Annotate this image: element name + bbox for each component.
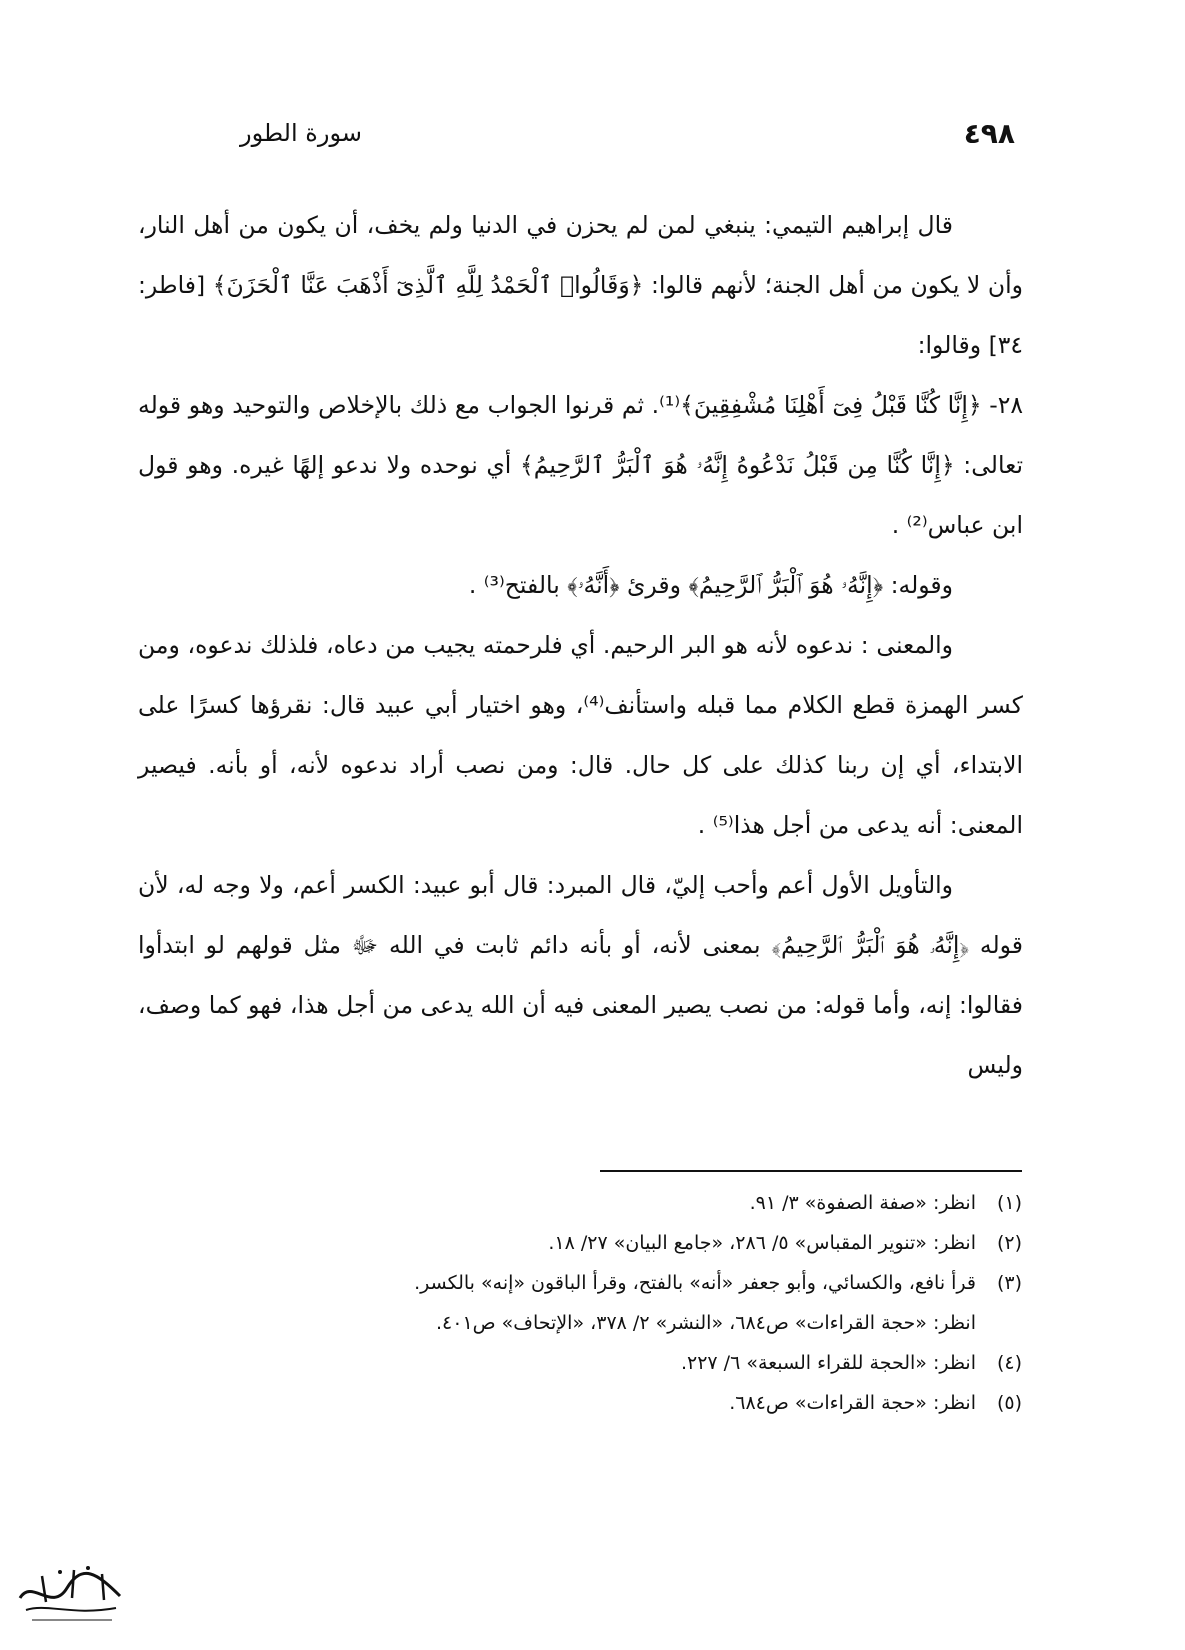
page-header: [240, 108, 1015, 158]
footnote: [150, 1263, 1022, 1303]
publisher-logo: [12, 1558, 130, 1628]
footnote-number: (٥): [996, 1392, 1022, 1414]
footnote: [150, 1343, 1022, 1383]
footnotes: [150, 1183, 1022, 1423]
chapter-title: سورة الطور: [240, 119, 362, 147]
footnote: [150, 1183, 1022, 1223]
footnotes-divider: [600, 1170, 1022, 1172]
paragraph: ٢٨- ﴿إِنَّا كُنَّا قَبْلُ فِىٓ أَهْلِنَا مُشْفِقِينَ﴾⁽¹⁾. ثم قرنوا الجواب مع ذلك بالإخلاص والتوحيد وهو قوله تعالى: ﴿إِنَّا كُنَّا مِن قَبْلُ نَدْعُوهُ إِنَّهُۥ هُوَ ٱلْبَرُّ ٱلرَّحِيمُ﴾ أي نوحده ولا ندعو إلهًا غيره. وهو قول ابن عباس⁽²⁾ .: [138, 391, 1023, 539]
footnote-number: (٤): [996, 1352, 1022, 1374]
main-text: [138, 195, 1023, 1095]
paragraph: وقوله: ﴿إِنَّهُۥ هُوَ ٱلْبَرُّ ٱلرَّحِيمُ﴾ وقرئ ﴿أَنَّهُۥ﴾ بالفتح⁽³⁾ .: [468, 571, 953, 599]
footnote-number: (٢): [996, 1232, 1022, 1254]
footnote-number: (٣): [996, 1272, 1022, 1294]
footnote: [150, 1383, 1022, 1423]
calligraphy-logo-icon: [12, 1558, 130, 1628]
footnote-text: قرأ نافع، والكسائي، وأبو جعفر «أنه» بالفتح، وقرأ الباقون «إنه» بالكسر.: [414, 1272, 976, 1294]
paragraph: والمعنى : ندعوه لأنه هو البر الرحيم. أي فلرحمته يجيب من دعاه، فلذلك ندعوه، ومن كسر الهمزة قطع الكلام مما قبله واستأنف⁽⁴⁾، وهو اختيار أبي عبيد قال: نقرؤها كسرًا على الابتداء، أي إن ربنا كذلك على كل حال. قال: ومن نصب أراد ندعوه لأنه، أو بأنه. فيصير المعنى: أنه يدعى من أجل هذا⁽⁵⁾ .: [138, 631, 1023, 839]
footnote: [150, 1223, 1022, 1263]
footnote-number: (١): [996, 1192, 1022, 1214]
footnote-continuation: انظر: «حجة القراءات» ص٦٨٤، «النشر» ٢/ ٣٧٨، «الإتحاف» ص٤٠١.: [435, 1312, 976, 1334]
paragraph: والتأويل الأول أعم وأحب إليّ، قال المبرد: قال أبو عبيد: الكسر أعم، ولا وجه له، لأن قوله ﴿إِنَّهُۥ هُوَ ٱلْبَرُّ ٱلرَّحِيمُ﴾ بمعنى لأنه، أو بأنه دائم ثابت في الله ﷻ مثل قولهم لو ابتدأوا فقالوا: إنه، وأما قوله: من نصب يصير المعنى فيه أن الله يدعى من أجل هذا، فهو كما وصف، وليس: [138, 871, 1023, 1079]
footnote-text: انظر: «صفة الصفوة» ٣/ ٩١.: [749, 1192, 976, 1214]
footnote-text: انظر: «حجة القراءات» ص٦٨٤.: [729, 1392, 976, 1414]
paragraph: قال إبراهيم التيمي: ينبغي لمن لم يحزن في الدنيا ولم يخف، أن يكون من أهل النار، وأن لا يكون من أهل الجنة؛ لأنهم قالوا: ﴿وَقَالُوا۟ ٱلْحَمْدُ لِلَّهِ ٱلَّذِىٓ أَذْهَبَ عَنَّا ٱلْحَزَنَ﴾ [فاطر: ٣٤] وقالوا:: [138, 211, 1023, 359]
footnote-text: انظر: «تنوير المقباس» ٥/ ٢٨٦، «جامع البيان» ٢٧/ ١٨.: [548, 1232, 976, 1254]
page-number: ٤٩٨: [963, 116, 1015, 150]
footnote-text: انظر: «الحجة للقراء السبعة» ٦/ ٢٢٧.: [680, 1352, 976, 1374]
